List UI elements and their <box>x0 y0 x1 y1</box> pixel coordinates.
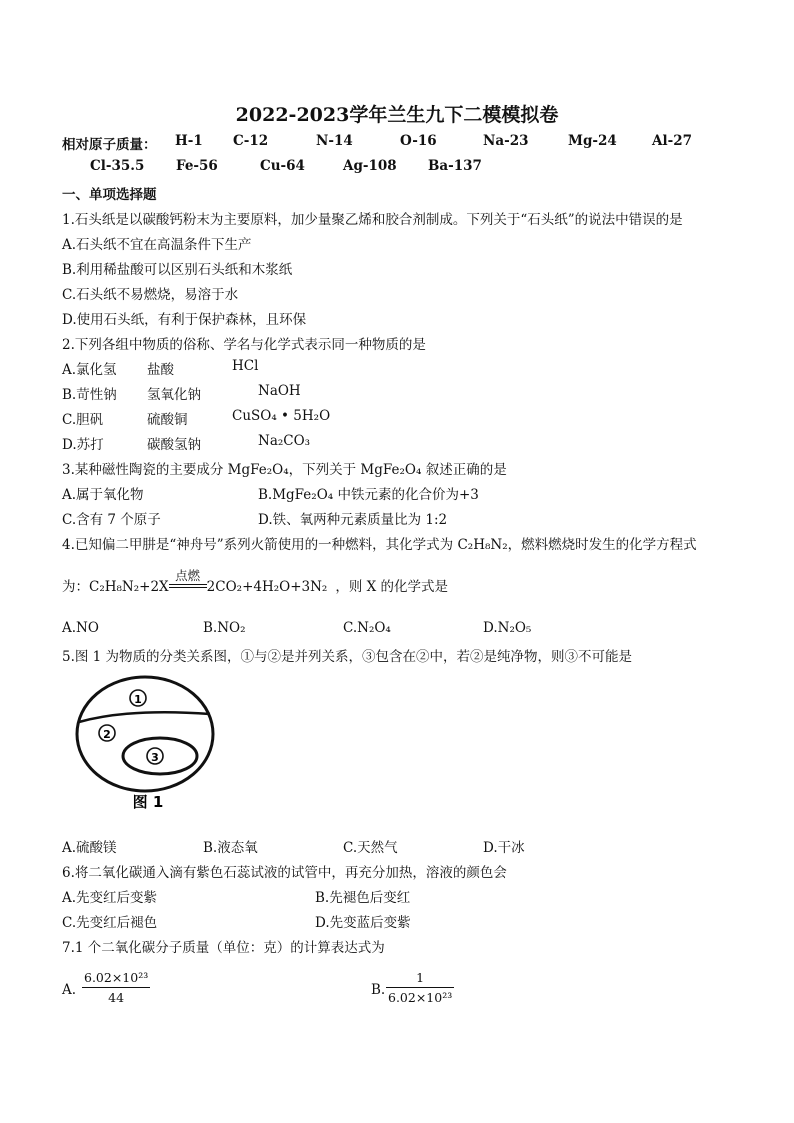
q1-option-b: B.利用稀盐酸可以区别石头纸和木浆纸 <box>62 262 293 278</box>
dividing-line <box>79 712 210 722</box>
figure-caption: 图 1 <box>132 793 164 811</box>
inner-ellipse <box>123 738 197 774</box>
q2-row-c-option: C.胆矾 <box>62 412 104 428</box>
q6-stem: 6.将二氧化碳通入滴有紫色石蕊试液的试管中，再充分加热，溶液的颜色会 <box>62 865 507 881</box>
q2-stem: 2.下列各组中物质的俗称、学名与化学式表示同一种物质的是 <box>62 337 426 353</box>
q4-option-c: C.N₂O₄ <box>343 620 391 636</box>
q4-eq-sign <box>169 584 207 588</box>
q4-option-b: B.NO₂ <box>203 620 246 636</box>
q3-option-a: A.属于氧化物 <box>62 487 144 503</box>
atomic-mass-na: Na-23 <box>483 133 529 149</box>
q4-eq-left: C₂H₈N₂+2X <box>89 579 169 595</box>
q4-eq-suffix: ，则 X 的化学式是 <box>335 579 449 595</box>
q4-eq-condition: 点燃 <box>175 567 201 583</box>
label-1: 1 <box>134 693 142 706</box>
q5-option-a: A.硫酸镁 <box>62 840 117 856</box>
atomic-mass-c: C-12 <box>233 133 269 149</box>
atomic-mass-n: N-14 <box>316 133 353 149</box>
q7-option-b-numerator: 1 <box>416 970 425 985</box>
page-title: 2022-2023学年兰生九下二模模拟卷 <box>235 104 559 126</box>
q4-eq-right: 2CO₂+4H₂O+3N₂ <box>206 579 328 595</box>
q7-option-a-label: A. <box>62 982 77 998</box>
q4-equation <box>62 567 449 595</box>
q5-option-c: C.天然气 <box>343 840 398 856</box>
atomic-mass-h: H-1 <box>175 133 203 149</box>
q6-option-a: A.先变红后变紫 <box>62 890 158 906</box>
atomic-mass-fe: Fe-56 <box>176 158 218 174</box>
atomic-mass-ag: Ag-108 <box>343 158 397 174</box>
q7-stem: 7.1 个二氧化碳分子质量（单位：克）的计算表达式为 <box>62 940 385 956</box>
q2-row-c-formula: CuSO₄ • 5H₂O <box>232 408 331 424</box>
q2-row-d-option: D.苏打 <box>62 437 104 453</box>
q2-row-d-formula: Na₂CO₃ <box>258 433 311 449</box>
q2-row-a-name: 盐酸 <box>147 362 174 378</box>
atomic-mass-mg: Mg-24 <box>568 133 617 149</box>
q1-option-c: C.石头纸不易燃烧，易溶于水 <box>62 287 239 303</box>
q2-row-c-name: 硫酸铜 <box>147 412 188 428</box>
q3-option-b: B.MgFe₂O₄ 中铁元素的化合价为+3 <box>258 487 479 503</box>
q3-option-c: C.含有 7 个原子 <box>62 512 161 528</box>
q1-stem: 1.石头纸是以碳酸钙粉末为主要原料，加少量聚乙烯和胶合剂制成。下列关于“石头纸”的说法中错误的是 <box>62 212 683 228</box>
section-heading: 一、单项选择题 <box>62 187 157 203</box>
q6-option-c: C.先变红后褪色 <box>62 915 158 931</box>
atomic-mass-cl: Cl-35.5 <box>90 158 145 174</box>
q7-option-b-label: B. <box>371 982 386 998</box>
q2-row-a-formula: HCl <box>232 358 259 374</box>
classification-diagram <box>70 672 230 817</box>
q3-stem: 3.某种磁性陶瓷的主要成分 MgFe₂O₄，下列关于 MgFe₂O₄ 叙述正确的是 <box>62 462 507 478</box>
q7-option-b-fraction <box>386 970 454 1005</box>
atomic-mass-label: 相对原子质量： <box>62 137 157 153</box>
q2-row-b-formula: NaOH <box>258 383 301 399</box>
q1-option-a: A.石头纸不宜在高温条件下生产 <box>62 237 252 253</box>
q5-option-d: D.干冰 <box>483 840 525 856</box>
q4-option-a: A.NO <box>62 620 99 636</box>
atomic-mass-al: Al-27 <box>652 133 692 149</box>
q2-row-a-option: A.氯化氢 <box>62 362 117 378</box>
q4-eq-prefix: 为： <box>62 579 89 595</box>
q7-option-a-fraction <box>82 970 150 1005</box>
q2-row-b-option: B.苛性钠 <box>62 387 117 403</box>
q1-option-d: D.使用石头纸，有利于保护森林，且环保 <box>62 312 307 328</box>
q5-option-b: B.液态氧 <box>203 840 258 856</box>
atomic-mass-o: O-16 <box>400 133 437 149</box>
atomic-mass-ba: Ba-137 <box>428 158 482 174</box>
q4-stem: 4.已知偏二甲肼是“神舟号”系列火箭使用的一种燃料，其化学式为 C₂H₈N₂，燃料燃烧时发生的化学方程式 <box>62 537 697 553</box>
q3-option-d: D.铁、氧两种元素质量比为 1:2 <box>258 512 448 528</box>
q7-option-a-numerator: 6.02×10²³ <box>84 970 149 985</box>
q4-option-d: D.N₂O₅ <box>483 620 532 636</box>
q6-option-d: D.先变蓝后变紫 <box>315 915 411 931</box>
q2-row-b-name: 氢氧化钠 <box>147 387 201 403</box>
q7-option-a-denominator: 44 <box>82 987 150 1005</box>
label-3: 3 <box>151 751 159 764</box>
q7-option-b-denominator: 6.02×10²³ <box>386 987 454 1005</box>
label-2: 2 <box>103 728 111 741</box>
q5-stem: 5.图 1 为物质的分类关系图，①与②是并列关系，③包含在②中，若②是纯净物，则③不可能是 <box>62 649 633 665</box>
q2-row-d-name: 碳酸氢钠 <box>147 437 201 453</box>
q6-option-b: B.先褪色后变红 <box>315 890 411 906</box>
atomic-mass-cu: Cu-64 <box>260 158 305 174</box>
